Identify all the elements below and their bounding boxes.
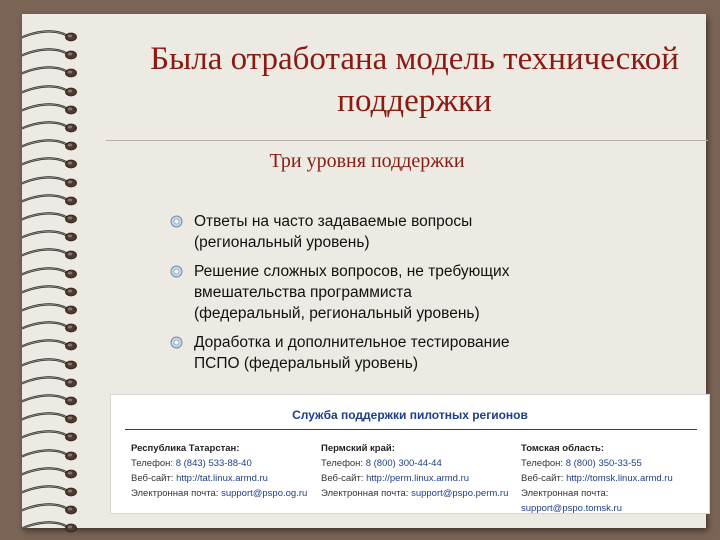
list-item [170, 261, 620, 324]
list-item [170, 211, 620, 253]
phone-number: 8 (843) 533-88-40 [175, 458, 252, 469]
spiral-ring-icon [22, 248, 102, 262]
region-name: Томская область: [521, 443, 604, 454]
bullet-text: Ответы на часто задаваемые вопросы (региональный уровень) [194, 213, 473, 251]
spiral-ring-icon [22, 212, 102, 226]
bullet-text: Решение сложных вопросов, не требующих вмешательства программиста (федеральный, региональный уровень) [194, 263, 510, 322]
spiral-ring-icon [22, 157, 102, 171]
spiral-ring-icon [22, 521, 102, 535]
spiral-ring-icon [22, 339, 102, 353]
spiral-ring-icon [22, 66, 102, 80]
panel-divider [125, 429, 697, 430]
slide-subtitle: Три уровня поддержки [269, 150, 465, 172]
circle-bullet-icon [170, 265, 183, 278]
region-card [321, 441, 521, 501]
spiral-ring-icon [22, 176, 102, 190]
region-name: Пермский край: [321, 443, 395, 454]
email-label: Электронная почта: [131, 488, 219, 499]
title-divider [106, 140, 708, 141]
spiral-ring-icon [22, 48, 102, 62]
circle-bullet-icon [170, 215, 183, 228]
spiral-ring-icon [22, 30, 102, 44]
region-card [521, 441, 711, 516]
list-item [170, 332, 620, 374]
spiral-ring-icon [22, 103, 102, 117]
spiral-binding [22, 30, 102, 540]
circle-bullet-icon [170, 336, 183, 349]
spiral-ring-icon [22, 412, 102, 426]
spiral-ring-icon [22, 449, 102, 463]
spiral-ring-icon [22, 303, 102, 317]
spiral-ring-icon [22, 121, 102, 135]
phone-label: Телефон: [131, 458, 174, 469]
support-contacts-panel [110, 394, 710, 514]
phone-label: Телефон: [521, 458, 564, 469]
phone-label: Телефон: [321, 458, 364, 469]
site-link[interactable]: http://perm.linux.armd.ru [366, 473, 470, 484]
site-link[interactable]: http://tomsk.linux.armd.ru [566, 473, 673, 484]
site-link[interactable]: http://tat.linux.armd.ru [176, 473, 268, 484]
spiral-ring-icon [22, 85, 102, 99]
phone-number: 8 (800) 300-44-44 [365, 458, 442, 469]
spiral-ring-icon [22, 230, 102, 244]
spiral-ring-icon [22, 139, 102, 153]
panel-title: Служба поддержки пилотных регионов [292, 408, 528, 422]
slide-title: Была отработана модель технической поддержки [150, 41, 679, 119]
spiral-ring-icon [22, 194, 102, 208]
spiral-ring-icon [22, 358, 102, 372]
spiral-ring-icon [22, 267, 102, 281]
email-link[interactable]: support@pspo.tomsk.ru [521, 503, 622, 514]
bullet-list [170, 211, 620, 382]
email-link[interactable]: support@pspo.perm.ru [411, 488, 509, 499]
spiral-ring-icon [22, 485, 102, 499]
site-label: Веб-сайт: [521, 473, 564, 484]
site-label: Веб-сайт: [131, 473, 174, 484]
spiral-ring-icon [22, 430, 102, 444]
email-label: Электронная почта: [321, 488, 409, 499]
spiral-ring-icon [22, 285, 102, 299]
email-link[interactable]: support@pspo.og.ru [221, 488, 308, 499]
email-label: Электронная почта: [521, 488, 609, 499]
spiral-ring-icon [22, 376, 102, 390]
region-name: Республика Татарстан: [131, 443, 240, 454]
spiral-ring-icon [22, 503, 102, 517]
spiral-ring-icon [22, 467, 102, 481]
spiral-ring-icon [22, 394, 102, 408]
notebook-page [22, 14, 706, 528]
bullet-text: Доработка и дополнительное тестирование ПСПО (федеральный уровень) [194, 334, 510, 372]
phone-number: 8 (800) 350-33-55 [565, 458, 642, 469]
region-card [131, 441, 311, 501]
spiral-ring-icon [22, 321, 102, 335]
site-label: Веб-сайт: [321, 473, 364, 484]
